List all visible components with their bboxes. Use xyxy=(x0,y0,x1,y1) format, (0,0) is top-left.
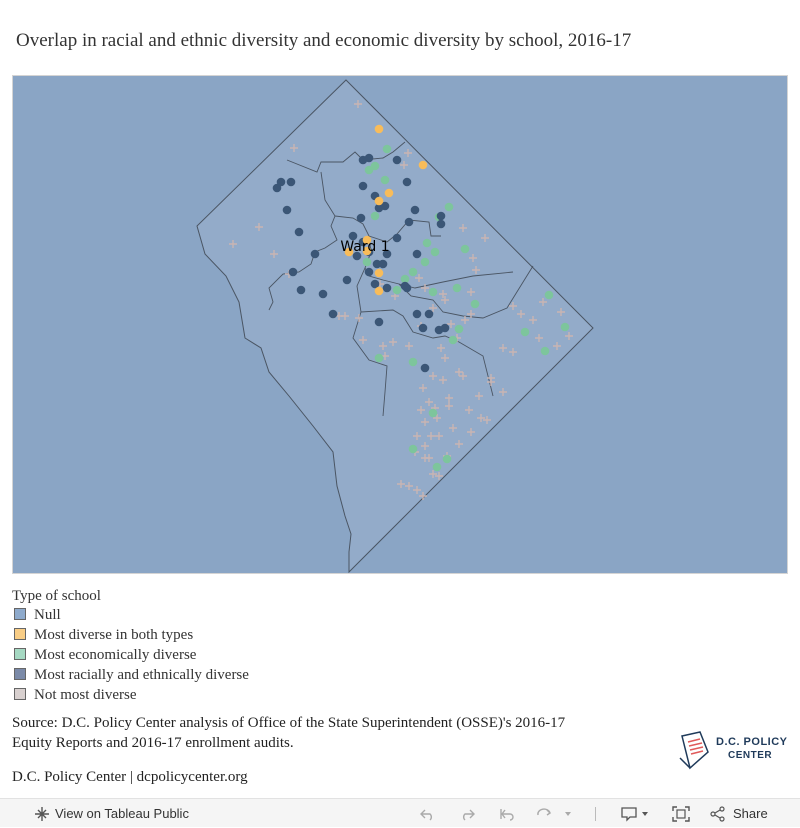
tableau-toolbar xyxy=(0,798,800,827)
economically-diverse-school-marker[interactable] xyxy=(381,176,390,185)
racially-diverse-school-marker[interactable] xyxy=(357,214,366,223)
dc-policy-center-logo[interactable] xyxy=(676,728,786,772)
legend-label: Most diverse in both types xyxy=(34,627,194,643)
economically-diverse-school-marker[interactable] xyxy=(561,323,570,332)
economically-diverse-school-marker[interactable] xyxy=(455,325,464,334)
legend-item[interactable] xyxy=(12,665,249,685)
legend-swatch xyxy=(14,628,26,640)
source-line-1: Source: D.C. Policy Center analysis of Office of the State Superintendent (OSSE)'s 2016-17 xyxy=(12,715,566,731)
refresh-button[interactable] xyxy=(535,799,571,828)
logo-text-line-1: D.C. POLICY xyxy=(716,736,788,748)
share-button[interactable] xyxy=(710,799,768,828)
revert-icon xyxy=(498,806,516,822)
fullscreen-button[interactable] xyxy=(672,799,690,828)
racially-diverse-school-marker[interactable] xyxy=(437,220,446,229)
redo-button[interactable] xyxy=(458,799,476,828)
legend-swatch xyxy=(14,648,26,660)
chart-title: Overlap in racial and ethnic diversity and economic diversity by school, 2016-17 xyxy=(16,30,632,51)
racially-diverse-school-marker[interactable] xyxy=(287,178,296,187)
legend-swatch xyxy=(14,668,26,680)
fullscreen-icon xyxy=(672,806,690,822)
economically-diverse-school-marker[interactable] xyxy=(375,354,384,363)
economically-diverse-school-marker[interactable] xyxy=(423,239,432,248)
legend-item[interactable] xyxy=(12,645,249,665)
view-on-tableau-label: View on Tableau Public xyxy=(55,806,189,821)
legend-item[interactable] xyxy=(12,605,249,625)
economically-diverse-school-marker[interactable] xyxy=(409,445,418,454)
economically-diverse-school-marker[interactable] xyxy=(383,145,392,154)
racially-diverse-school-marker[interactable] xyxy=(295,228,304,237)
credit-line: D.C. Policy Center | dcpolicycenter.org xyxy=(12,769,248,785)
racially-diverse-school-marker[interactable] xyxy=(311,250,320,259)
racially-diverse-school-marker[interactable] xyxy=(437,212,446,221)
both-diverse-school-marker[interactable] xyxy=(419,161,428,170)
legend-title: Type of school xyxy=(12,588,101,604)
racially-diverse-school-marker[interactable] xyxy=(413,250,422,259)
racially-diverse-school-marker[interactable] xyxy=(403,284,412,293)
racially-diverse-school-marker[interactable] xyxy=(297,286,306,295)
source-note xyxy=(12,713,652,753)
redo-icon xyxy=(458,806,476,822)
racially-diverse-school-marker[interactable] xyxy=(329,310,338,319)
legend-item[interactable] xyxy=(12,625,249,645)
economically-diverse-school-marker[interactable] xyxy=(461,245,470,254)
economically-diverse-school-marker[interactable] xyxy=(449,336,458,345)
toolbar-separator xyxy=(595,807,596,821)
economically-diverse-school-marker[interactable] xyxy=(429,288,438,297)
racially-diverse-school-marker[interactable] xyxy=(403,178,412,187)
legend-items xyxy=(12,605,249,705)
racially-diverse-school-marker[interactable] xyxy=(419,324,428,333)
map-view[interactable] xyxy=(12,75,788,574)
view-on-tableau-button[interactable] xyxy=(34,799,189,828)
legend-item[interactable] xyxy=(12,685,249,705)
racially-diverse-school-marker[interactable] xyxy=(379,260,388,269)
tableau-logo-icon xyxy=(34,806,50,822)
economically-diverse-school-marker[interactable] xyxy=(443,455,452,464)
legend-swatch xyxy=(14,688,26,700)
economically-diverse-school-marker[interactable] xyxy=(453,284,462,293)
map-canvas[interactable] xyxy=(13,76,788,574)
economically-diverse-school-marker[interactable] xyxy=(371,212,380,221)
economically-diverse-school-marker[interactable] xyxy=(409,268,418,277)
share-label: Share xyxy=(733,806,768,821)
racially-diverse-school-marker[interactable] xyxy=(413,310,422,319)
economically-diverse-school-marker[interactable] xyxy=(393,286,402,295)
revert-button[interactable] xyxy=(498,799,516,828)
legend-label: Most economically diverse xyxy=(34,647,197,663)
legend-label: Null xyxy=(34,607,61,623)
racially-diverse-school-marker[interactable] xyxy=(421,364,430,373)
legend-label: Not most diverse xyxy=(34,687,137,703)
both-diverse-school-marker[interactable] xyxy=(375,287,384,296)
racially-diverse-school-marker[interactable] xyxy=(383,284,392,293)
racially-diverse-school-marker[interactable] xyxy=(277,178,286,187)
racially-diverse-school-marker[interactable] xyxy=(425,310,434,319)
source-line-2: Equity Reports and 2016-17 enrollment audits. xyxy=(12,735,294,751)
both-diverse-school-marker[interactable] xyxy=(375,269,384,278)
undo-button[interactable] xyxy=(419,799,437,828)
economically-diverse-school-marker[interactable] xyxy=(431,248,440,257)
racially-diverse-school-marker[interactable] xyxy=(375,318,384,327)
both-diverse-school-marker[interactable] xyxy=(385,189,394,198)
economically-diverse-school-marker[interactable] xyxy=(433,463,442,472)
economically-diverse-school-marker[interactable] xyxy=(363,258,372,267)
racially-diverse-school-marker[interactable] xyxy=(289,268,298,277)
racially-diverse-school-marker[interactable] xyxy=(359,182,368,191)
economically-diverse-school-marker[interactable] xyxy=(541,347,550,356)
legend-label: Most racially and ethnically diverse xyxy=(34,667,249,683)
economically-diverse-school-marker[interactable] xyxy=(521,328,530,337)
racially-diverse-school-marker[interactable] xyxy=(319,290,328,299)
economically-diverse-school-marker[interactable] xyxy=(421,258,430,267)
economically-diverse-school-marker[interactable] xyxy=(445,203,454,212)
racially-diverse-school-marker[interactable] xyxy=(405,218,414,227)
racially-diverse-school-marker[interactable] xyxy=(283,206,292,215)
racially-diverse-school-marker[interactable] xyxy=(365,154,374,163)
economically-diverse-school-marker[interactable] xyxy=(409,358,418,367)
ward-label: Ward 1 xyxy=(340,239,390,255)
legend-swatch xyxy=(14,608,26,620)
economically-diverse-school-marker[interactable] xyxy=(545,291,554,300)
both-diverse-school-marker[interactable] xyxy=(375,197,384,206)
racially-diverse-school-marker[interactable] xyxy=(393,156,402,165)
comment-button[interactable] xyxy=(621,799,651,828)
racially-diverse-school-marker[interactable] xyxy=(411,206,420,215)
economically-diverse-school-marker[interactable] xyxy=(365,166,374,175)
racially-diverse-school-marker[interactable] xyxy=(365,268,374,277)
undo-icon xyxy=(419,806,437,822)
refresh-icon xyxy=(535,806,571,822)
racially-diverse-school-marker[interactable] xyxy=(343,276,352,285)
logo-text-line-2: CENTER xyxy=(728,750,773,761)
economically-diverse-school-marker[interactable] xyxy=(429,409,438,418)
racially-diverse-school-marker[interactable] xyxy=(393,234,402,243)
economically-diverse-school-marker[interactable] xyxy=(471,300,480,309)
both-diverse-school-marker[interactable] xyxy=(375,125,384,134)
comment-icon xyxy=(621,806,651,822)
dc-district-outline xyxy=(197,80,593,572)
share-icon xyxy=(710,806,726,822)
racially-diverse-school-marker[interactable] xyxy=(441,324,450,333)
legend xyxy=(12,587,249,705)
capitol-icon xyxy=(676,728,714,772)
